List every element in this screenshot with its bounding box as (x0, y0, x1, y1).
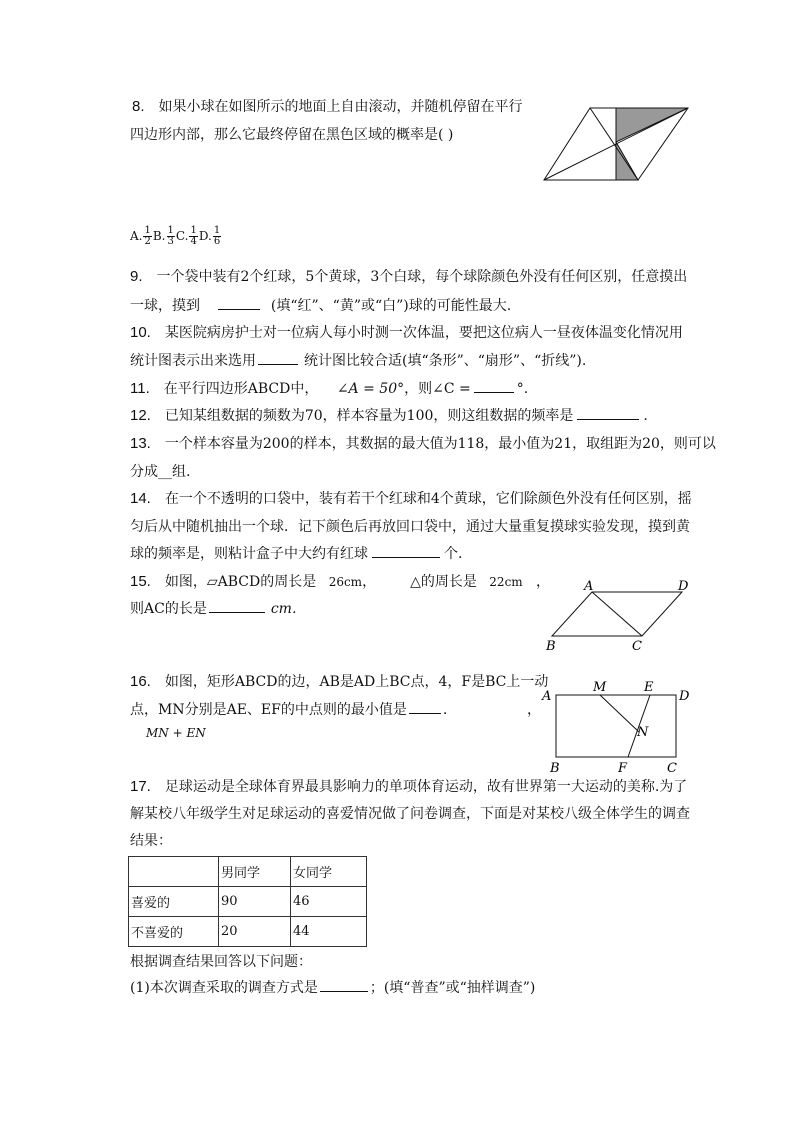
q10-number: 10. (130, 324, 151, 341)
q15-label-c: C (632, 639, 642, 654)
q10-line1: 10. 某医院病房护士对一位病人每小时测一次体温，要把这位病人一昼夜体温变化情况用 (130, 324, 683, 341)
table-header-cell: 女同学 (291, 857, 367, 887)
q17-line3: 结果： (130, 833, 172, 849)
table-header-cell: 男同学 (219, 857, 291, 887)
q16-expression: MN + EN (146, 726, 206, 740)
q16-line1: 16. 如图，矩形ABCD的边，AB是AD上BC点，4，F是BC上一动 (130, 673, 549, 690)
q9-line2: 一球，摸到 (填“红”、“黄”或“白”)球的可能性最大. (130, 295, 511, 315)
table-header-row (129, 857, 367, 887)
table-cell: 90 (219, 887, 291, 917)
q11-number: 11. (130, 380, 150, 397)
q17-number: 17. (130, 778, 151, 795)
q15-comma: ， (536, 574, 550, 590)
q14-line3: 球的频率是，则粘计盒子中大约有红球 个. (130, 543, 462, 563)
table-cell: 46 (291, 887, 367, 917)
q13-number: 13. (130, 435, 151, 452)
q16-answer-blank[interactable] (409, 699, 441, 714)
q14-number: 14. (130, 490, 151, 507)
table-header-cell (129, 857, 219, 887)
q8-option-c[interactable]: C. $\frac{1}{4}$ (175, 225, 197, 247)
q17-line1: 17. 足球运动是全球体育界最具影响力的单项体育运动，故有世界第一大运动的美称.为了 (130, 778, 688, 795)
q12-line: 12. 已知某组数据的频数为70，样本容量为100，则这组数据的频率是 . (130, 407, 648, 424)
q8-option-d[interactable]: D. $\frac{1}{6}$ (198, 225, 221, 247)
q8-text-1: 如果小球在如图所示的地面上自由滚动，并随机停留在平行 (158, 99, 523, 115)
q8-options (130, 226, 222, 247)
table-row (129, 917, 367, 947)
q15-label-a: A (584, 579, 594, 594)
q17-line2: 解某校八年级学生对足球运动的喜爱情况做了问卷调查，下面是对某校八级全体学生的调查 (130, 806, 690, 822)
q12-answer-blank[interactable] (577, 405, 639, 420)
q15-label-d: D (678, 579, 689, 594)
q15-number: 15. (130, 573, 151, 590)
q17-sub1-answer-blank[interactable] (320, 977, 368, 992)
q12-number: 12. (130, 407, 151, 424)
table-cell: 喜爱的 (129, 887, 219, 917)
q15-label-b: B (546, 639, 556, 654)
table-cell: 20 (219, 917, 291, 947)
q16-figure (540, 680, 700, 776)
q9-number: 9. (130, 268, 143, 285)
q11-answer-blank[interactable] (474, 378, 514, 393)
q13-line1: 13. 一个样本容量为200的样本，其数据的最大值为118，最小值为21，取组距为20，则可以 (130, 435, 716, 452)
q16-label-c: C (667, 761, 677, 776)
q16-line2: 点，MN分别是AE、EF的中点则的最小值是 . (130, 699, 447, 719)
q10-line2: 统计图表示出来选用 统计图比较合适(填“条形”、“扇形”、“折线”). (130, 350, 586, 370)
q8-line2: 四边形内部，那么它最终停留在黑色区域的概率是( ) (130, 127, 454, 143)
q8-line1 (132, 96, 523, 116)
q16-segment-me (600, 695, 639, 732)
q14-line2: 匀后从中随机抽出一个球．记下颜色后再放回口袋中，通过大量重复摸球实验发现，摸到黄 (130, 519, 690, 535)
q16-number: 16. (130, 673, 151, 690)
q16-label-m: M (593, 680, 607, 695)
q16-label-b: B (550, 761, 560, 776)
q9-line1: 9. 一个袋中装有2个红球，5个黄球，3个白球，每个球除颜色外没有任何区别，任意摸出 (130, 268, 688, 285)
q16-label-e: E (644, 680, 654, 695)
q13-line2: 分成__组. (130, 464, 191, 480)
q17-survey-table (128, 856, 367, 947)
q10-answer-blank[interactable] (258, 350, 298, 365)
q16-label-a: A (542, 689, 552, 704)
q11-line: 11. 在平行四边形ABCD中， ∠A = 50°，则∠C = °. (130, 380, 529, 397)
table-cell: 不喜爱的 (129, 917, 219, 947)
q15-figure (542, 576, 702, 654)
q17-prompt: 根据调查结果回答以下问题： (130, 954, 312, 970)
q11-angle-a: ∠A = 50° (336, 381, 405, 397)
q8-number: 8. (132, 98, 145, 115)
q15-diagonal-ac (592, 592, 642, 636)
q14-line1: 14. 在一个不透明的口袋中，装有若干个红球和4个黄球，它们除颜色外没有任何区别，摇 (130, 490, 692, 507)
q16-label-d: D (679, 689, 690, 704)
q16-rectangle (556, 695, 676, 757)
q17-sub1: (1)本次调查采取的调查方式是 ；(填“普查”或“抽样调查”) (130, 977, 535, 997)
q15-line1: 15. 如图，▱ABCD的周长是 26cm， △的周长是 22cm (130, 573, 523, 590)
table-cell: 44 (291, 917, 367, 947)
q8-parallelogram-figure (540, 104, 692, 184)
q9-answer-blank[interactable] (218, 295, 260, 310)
q16-label-n: N (637, 725, 649, 740)
q15-answer-blank[interactable] (209, 598, 265, 613)
q16-comma: ， (527, 702, 541, 718)
q15-line2: 则AC的长是 cm. (130, 598, 296, 618)
table-row (129, 887, 367, 917)
q16-label-f: F (618, 761, 628, 776)
q8-option-b[interactable]: B. $\frac{1}{3}$ (152, 225, 174, 247)
q14-answer-blank[interactable] (372, 543, 440, 558)
q8-option-a[interactable]: A. $\frac{1}{2}$ (130, 225, 151, 247)
